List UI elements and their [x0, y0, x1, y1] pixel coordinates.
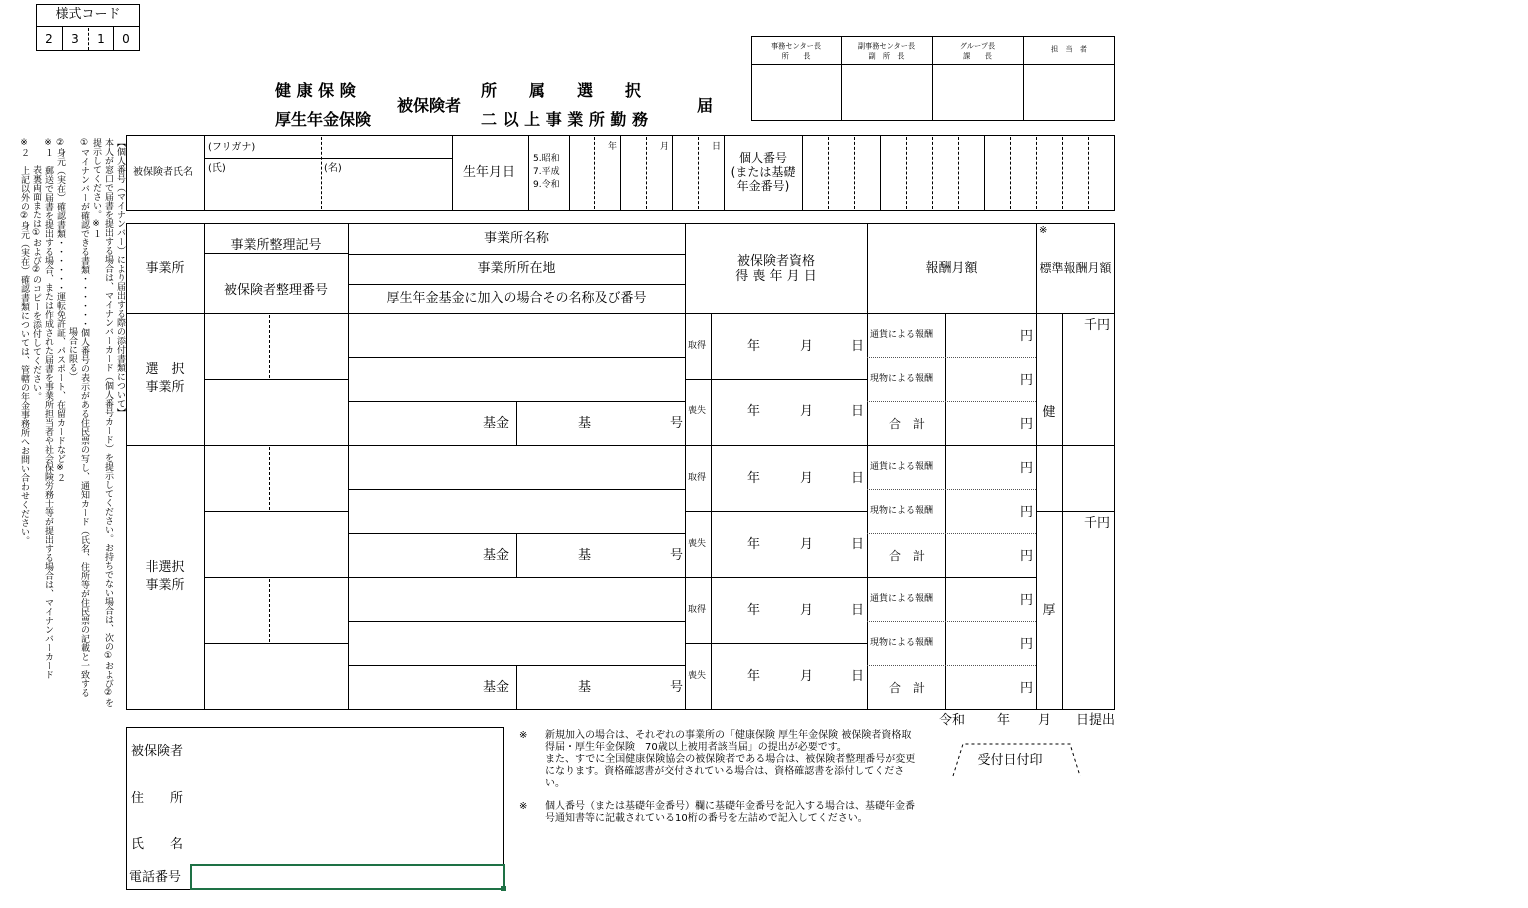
date-year: 年 [747, 471, 761, 486]
date-month: 月 [800, 669, 814, 684]
note-line: ②身元（実在）確認書類・・・・・・運転免許証、パスポート、在留カードなど※２ [55, 138, 65, 482]
note-line: 個人番号（または基礎年金番号）欄に基礎年金番号を記入する場合は、基礎年金番 [545, 801, 915, 812]
yen-unit: 円 [1020, 681, 1034, 696]
date-year: 年 [747, 404, 761, 419]
note-line: 新規加入の場合は、それぞれの事業所の「健康保険 厚生年金保険 被保険者資格取 [545, 730, 912, 741]
title-right-1: 所 属 選 択 [481, 81, 642, 100]
note-line: 本人が窓口で届書を提出する場合は、マイナンバーカード（個人番号カード）を提示してください。お持ちでない場合は、次の①および②を [103, 138, 113, 707]
date-month: 月 [800, 603, 814, 618]
title-right-2: 二 以 上 事 業 所 勤 務 [481, 110, 648, 129]
date-day: 日 [851, 603, 865, 618]
note-line: 【個人番号（マイナンバー）により届出する際の添付書類について】 [115, 138, 125, 417]
approval-header: 課 長 [963, 53, 992, 62]
submit-day: 日提出 [1076, 713, 1116, 728]
pension-insurance-mark: 厚 [1042, 603, 1056, 618]
col-office: 事業所 [145, 261, 185, 276]
approval-header: 副 所 長 [868, 53, 905, 62]
approval-header: 所 長 [781, 53, 811, 62]
submit-reiwa: 令和 [939, 713, 966, 728]
lose-label: 喪失 [688, 671, 707, 681]
fund-label: 基金 [483, 548, 510, 563]
note-line: また、すでに全国健康保険協会の被保険者である場合は、被保険者整理番号が変更 [545, 754, 916, 765]
cash-pay-label: 通貨による報酬 [870, 462, 934, 472]
fund-ki-label: 基 [578, 416, 592, 431]
form-code-digit: 3 [71, 32, 79, 46]
fund-go-label: 号 [670, 416, 684, 431]
yen-unit: 円 [1020, 549, 1034, 564]
note-mark: ※ [519, 801, 528, 812]
cash-pay-label: 通貨による報酬 [870, 330, 934, 340]
col-office-name: 事業所名称 [483, 231, 549, 246]
date-month: 月 [800, 339, 814, 354]
nonselected-office-label-1: 非選択 [145, 560, 185, 575]
col-insured-number: 被保険者整理番号 [223, 283, 328, 298]
acquire-label: 取得 [688, 473, 707, 483]
date-day: 日 [851, 339, 865, 354]
yen-unit: 円 [1020, 373, 1034, 388]
submit-year: 年 [997, 713, 1011, 728]
submit-month: 月 [1038, 713, 1052, 728]
note-mark: ※ [519, 730, 528, 741]
date-day: 日 [851, 404, 865, 419]
date-day: 日 [851, 669, 865, 684]
kind-pay-label: 現物による報酬 [870, 374, 934, 384]
title-end: 届 [697, 96, 714, 115]
note-line: 得届・厚生年金保険 70歳以上被用者該当届」の提出が必要です。 [545, 742, 847, 753]
col-monthly-pay: 報酬月額 [925, 261, 978, 276]
title-left-2: 厚生年金保険 [275, 110, 372, 129]
yen-unit: 円 [1020, 329, 1034, 344]
date-day: 日 [851, 537, 865, 552]
kind-pay-label: 現物による報酬 [870, 638, 934, 648]
birth-year-label: 年 [608, 142, 618, 152]
furigana-label: (フリガナ) [208, 142, 256, 153]
note-line: 提示してください。※１ [91, 138, 101, 238]
date-year: 年 [747, 669, 761, 684]
nonselected-office-label-2: 事業所 [145, 578, 185, 593]
lose-label: 喪失 [688, 406, 707, 416]
total-pay-label: 合 計 [889, 681, 926, 695]
selected-office-label-1: 選 択 [145, 362, 185, 377]
yen-unit: 円 [1020, 505, 1034, 520]
acquire-label: 取得 [688, 341, 707, 351]
note-line: 号通知書等に記載されている10桁の番号を左詰めで記入してください。 [545, 813, 868, 824]
kind-pay-label: 現物による報酬 [870, 506, 934, 516]
yen-unit: 円 [1020, 593, 1034, 608]
col-pension-fund: 厚生年金基金に加入の場合その名称及び番号 [386, 291, 647, 306]
note-line: ①マイナンバーが確認できる書類・・・・・・個人番号の表示がある住民票の写し、通知カード（氏名、住所等が住民票の記載と一致する [79, 138, 89, 697]
fund-go-label: 号 [670, 548, 684, 563]
col-qualification-1: 被保険者資格 [736, 254, 815, 269]
birthdate-label: 生年月日 [463, 165, 516, 180]
fund-label: 基金 [483, 680, 510, 695]
era-reiwa: 9.令和 [533, 180, 560, 190]
form-code-label: 様式コード [55, 7, 121, 22]
note-line: 場合に限る） [67, 138, 77, 381]
date-day: 日 [851, 471, 865, 486]
col-office-code: 事業所整理記号 [230, 238, 322, 253]
insured-phone-label: 電話番号 [129, 870, 182, 885]
total-pay-label: 合 計 [889, 417, 926, 431]
selected-office-label-2: 事業所 [145, 380, 185, 395]
note-line: ※１ 郵送で届書を提出する場合、または作成された届書を事業所担当者や社会保険労務士等が提出する場合は、マイナンバーカード [43, 138, 53, 679]
insured-address-label: 住 所 [131, 791, 184, 806]
date-month: 月 [800, 404, 814, 419]
note-line: い。 [545, 778, 565, 789]
phone-input-cell[interactable] [190, 864, 505, 890]
col-standard-pay: 標準報酬月額 [1039, 261, 1112, 275]
surname-label: (氏) [208, 163, 226, 174]
yen-unit: 円 [1020, 637, 1034, 652]
birth-day-label: 日 [712, 142, 722, 152]
lose-label: 喪失 [688, 539, 707, 549]
date-year: 年 [747, 339, 761, 354]
date-year: 年 [747, 603, 761, 618]
cell-fill-handle[interactable] [501, 886, 506, 891]
personal-number-label-1: 個人番号 [738, 151, 787, 165]
insured-box-title: 被保険者 [131, 744, 184, 759]
total-pay-label: 合 計 [889, 549, 926, 563]
fund-label: 基金 [483, 416, 510, 431]
reception-stamp-label: 受付日付印 [977, 753, 1043, 768]
fund-go-label: 号 [670, 680, 684, 695]
health-insurance-mark: 健 [1042, 405, 1056, 420]
title-middle: 被保険者 [397, 96, 462, 115]
date-month: 月 [800, 471, 814, 486]
acquire-label: 取得 [688, 605, 707, 615]
era-heisei: 7.平成 [533, 167, 560, 177]
col-qualification-2: 得 喪 年 月 日 [735, 269, 817, 284]
approval-header: 担 当 者 [1050, 46, 1087, 55]
thousand-yen-unit: 千円 [1084, 318, 1111, 333]
note-line: になります。資格確認書が交付されている場合は、資格確認書を添付してくださ [545, 766, 905, 777]
title-left-1: 健 康 保 険 [275, 81, 356, 100]
col-standard-mark: ※ [1039, 225, 1048, 236]
approval-header: グループ長 [959, 43, 996, 52]
approval-header: 事務センター長 [770, 43, 822, 52]
insured-name-label: 氏 名 [131, 837, 184, 852]
col-office-address: 事業所所在地 [477, 261, 556, 276]
form-code-digit: 0 [122, 32, 130, 46]
note-line: 表裏両面または①および②のコピーを添付してください。 [31, 138, 41, 401]
approval-header: 副事務センター長 [857, 43, 916, 52]
given-name-label: (名) [324, 163, 342, 174]
date-month: 月 [800, 537, 814, 552]
yen-unit: 円 [1020, 461, 1034, 476]
cash-pay-label: 通貨による報酬 [870, 594, 934, 604]
fund-ki-label: 基 [578, 680, 592, 695]
birth-month-label: 月 [660, 142, 670, 152]
era-showa: 5.昭和 [533, 154, 560, 164]
insured-name-label: 被保険者氏名 [133, 167, 193, 178]
thousand-yen-unit: 千円 [1084, 516, 1111, 531]
personal-number-label-3: 年金番号) [736, 179, 790, 193]
yen-unit: 円 [1020, 417, 1034, 432]
personal-number-label-2: (または基礎 [730, 165, 796, 179]
vertical-notes [18, 138, 126, 758]
note-line: ※２ 上記以外の②身元（実在）確認書類については、管轄の年金事務所へお問い合わせください。 [19, 138, 29, 545]
fund-ki-label: 基 [578, 548, 592, 563]
form-code-digit: 1 [97, 32, 105, 46]
date-year: 年 [747, 537, 761, 552]
form-code-digit: 2 [45, 32, 53, 46]
